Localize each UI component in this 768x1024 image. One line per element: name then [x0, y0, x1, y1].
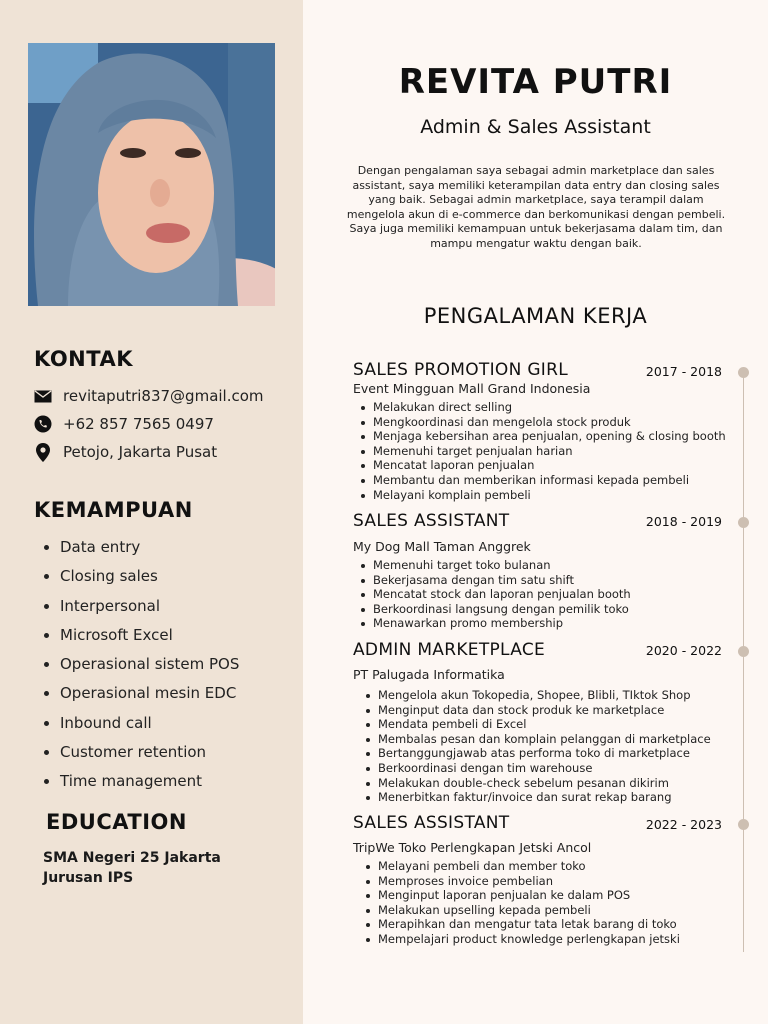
phone-icon: [34, 415, 52, 433]
job-title: SALES PROMOTION GIRL: [353, 360, 569, 380]
job-company: My Dog Mall Taman Anggrek: [353, 539, 531, 554]
job-task: Memenuhi target toko bulanan: [373, 558, 631, 573]
skill-item: Interpersonal: [44, 596, 239, 625]
address-text: Petojo, Jakarta Pusat: [63, 443, 218, 461]
job-task: Melayani komplain pembeli: [373, 488, 726, 503]
skills-list: [44, 537, 239, 801]
location-pin-icon: [34, 443, 52, 461]
contact-address: [34, 443, 217, 461]
experience-heading: PENGALAMAN KERJA: [423, 304, 648, 328]
skill-item: Customer retention: [44, 742, 239, 771]
skills-heading: KEMAMPUAN: [34, 498, 193, 522]
job-task: Menginput laporan penjualan ke dalam POS: [378, 888, 680, 903]
job-task: Mencatat stock dan laporan penjualan booth: [373, 587, 631, 602]
profile-summary: Dengan pengalaman saya sebagai admin marketplace dan sales assistant, saya memiliki keterampilan data entry dan closing sales yang baik. Sebagai admin marketplace, saya terampil dalam mengelola akun di e-commerce dan berkomunikasi dengan pembeli. Saya juga memiliki kemampuan untuk bekerjasama dalam tim, dan mampu mengatur waktu dengan baik.: [346, 164, 726, 250]
job-task: Mempelajari product knowledge perlengkapan jetski: [378, 931, 680, 946]
job-task: Melakukan double-check sebelum pesanan dikirim: [378, 776, 711, 791]
job-task: Menerbitkan faktur/invoice dan surat rekap barang: [378, 790, 711, 805]
job-task: Membantu dan memberikan informasi kepada pembeli: [373, 473, 726, 488]
job-task: Mengkoordinasi dan mengelola stock produk: [373, 415, 726, 430]
job-task-list: [378, 688, 711, 805]
timeline-dot: [738, 367, 749, 378]
job-task: Melakukan upselling kepada pembeli: [378, 903, 680, 918]
job-task: Menginput data dan stock produk ke marketplace: [378, 703, 711, 718]
skill-item: Inbound call: [44, 713, 239, 742]
job-company: PT Palugada Informatika: [353, 667, 505, 682]
contact-heading: KONTAK: [34, 347, 133, 371]
phone-text: +62 857 7565 0497: [63, 415, 214, 433]
education-school: SMA Negeri 25 Jakarta: [43, 850, 221, 866]
job-task: Mencatat laporan penjualan: [373, 458, 726, 473]
job-task: Mengelola akun Tokopedia, Shopee, Blibli, TIktok Shop: [378, 688, 711, 703]
job-years: 2017 - 2018: [645, 364, 722, 379]
education-heading: EDUCATION: [46, 810, 187, 834]
job-task: Bertanggungjawab atas performa toko di marketplace: [378, 746, 711, 761]
job-task-list: [378, 859, 680, 947]
email-text: revitaputri837@gmail.com: [63, 387, 264, 405]
candidate-name: REVITA PUTRI: [398, 62, 673, 102]
job-task: Mendata pembeli di Excel: [378, 717, 711, 732]
profile-photo: [28, 43, 275, 306]
skill-item: Data entry: [44, 537, 239, 566]
job-company: TripWe Toko Perlengkapan Jetski Ancol: [353, 840, 592, 855]
job-years: 2018 - 2019: [645, 514, 722, 529]
job-title: ADMIN MARKETPLACE: [353, 640, 546, 660]
skill-item: Operasional mesin EDC: [44, 683, 239, 712]
education-major: Jurusan IPS: [43, 870, 134, 886]
skill-item: Operasional sistem POS: [44, 654, 239, 683]
job-task-list: [373, 400, 726, 502]
job-years: 2020 - 2022: [645, 643, 722, 658]
job-task: Memenuhi target penjualan harian: [373, 444, 726, 459]
job-task-list: [373, 558, 631, 631]
job-task: Menawarkan promo membership: [373, 616, 631, 631]
timeline-dot: [738, 517, 749, 528]
job-task: Memproses invoice pembelian: [378, 874, 680, 889]
skill-item: Time management: [44, 771, 239, 800]
job-task: Menjaga kebersihan area penjualan, opening & closing booth: [373, 429, 726, 444]
job-title: SALES ASSISTANT: [353, 511, 510, 531]
job-task: Berkoordinasi dengan tim warehouse: [378, 761, 711, 776]
mail-icon: [34, 387, 52, 405]
job-task: Bekerjasama dengan tim satu shift: [373, 573, 631, 588]
job-company: Event Mingguan Mall Grand Indonesia: [353, 381, 591, 396]
job-title: SALES ASSISTANT: [353, 813, 510, 833]
job-years: 2022 - 2023: [645, 817, 722, 832]
job-task: Berkoordinasi langsung dengan pemilik toko: [373, 601, 629, 616]
job-task: Merapihkan dan mengatur tata letak barang di toko: [378, 917, 680, 932]
timeline-line: [743, 372, 744, 952]
contact-email[interactable]: [34, 387, 264, 405]
skill-item: Microsoft Excel: [44, 625, 239, 654]
contact-phone[interactable]: [34, 415, 214, 433]
job-task: Membalas pesan dan komplain pelanggan di marketplace: [378, 731, 711, 746]
timeline-dot: [738, 819, 749, 830]
candidate-role: Admin & Sales Assistant: [420, 116, 651, 138]
job-task: Melayani pembeli dan member toko: [378, 859, 680, 874]
job-task: Melakukan direct selling: [373, 400, 726, 415]
timeline-dot: [738, 646, 749, 657]
skill-item: Closing sales: [44, 566, 239, 595]
